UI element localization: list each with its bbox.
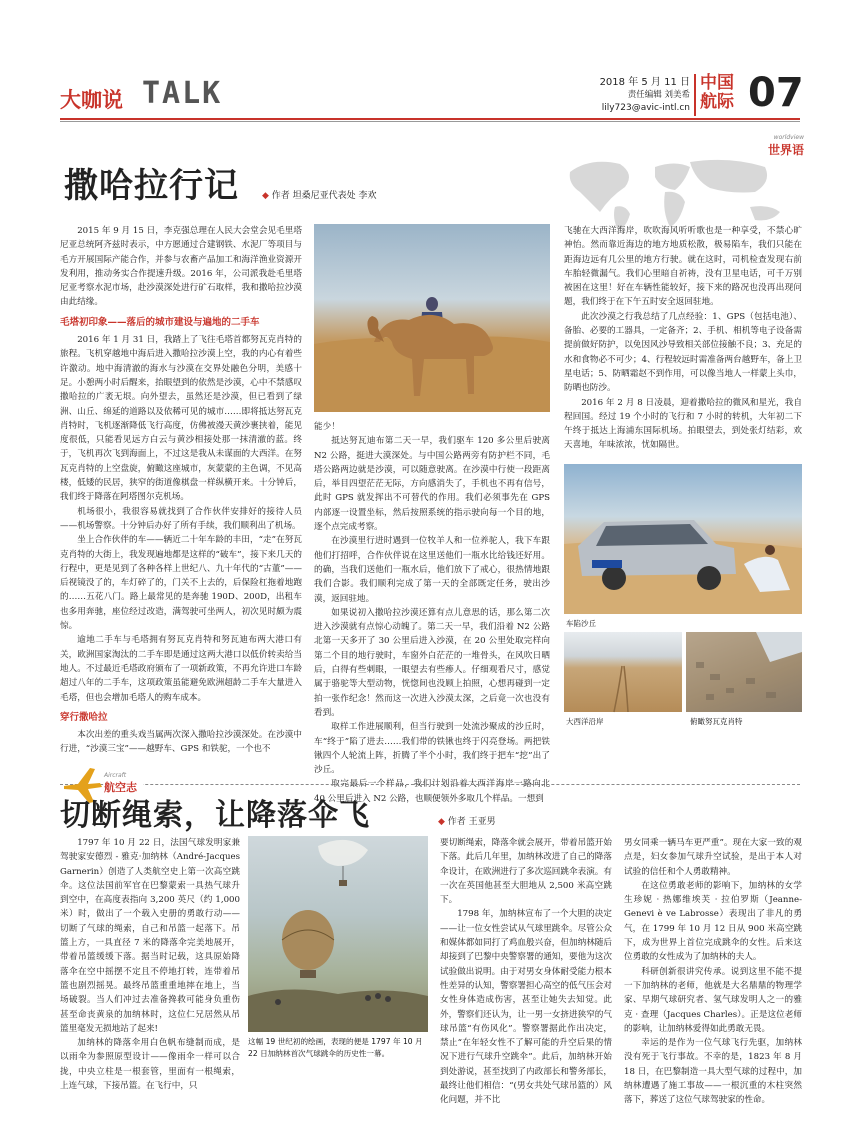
paragraph: 2016 年 1 月 31 日，我踏上了飞往毛塔首都努瓦克肖特的旅程。飞机穿越地中海后进入撒哈拉沙漠上空，我的内心有着些许激动。地中海清澈的海水与沙漠在交界处融色分明，美感十足。小憩两小时后醒来，抬眼望到的依然是沙漠，心中不禁感叹撒哈拉的广袤无垠。向外望去，虽然还是沙漠，但已看到了绿洲、山丘、绵延的道路以及依稀可见的城市……即将抵达努瓦克肖特时，飞机逐渐降低飞行高度，仿佛被漫天黄沙裹挟着，能见度很低，只能看见远方白云与黄沙相接处那一抹清澈的蓝。终于，飞机再次飞到海面上，不过这是我从未谋面的大西洋。在努瓦克肖特的上空盘旋，俯瞰这座城市，灰蒙蒙的主色调，不见高楼，低矮的民居，狭窄的街道像棋盘一样纵横开来。十分钟后，我们终于降落在阿塔图尔克机场。	[60, 335, 302, 503]
paragraph: 在沙漠里行进时遇到一位牧羊人和一位养驼人，我下车跟他们打招呼，合作伙伴说在这里送他们一瓶水比给钱还好用。的确，当我们送他们一瓶水后，他们放下了戒心，很热情地跟我们合影。我们顺利完成了第一天的全部既定任务，驶出沙漠，返回驻地。	[314, 536, 550, 604]
paragraph: 此次沙漠之行我总结了几点经验：1、GPS（包括电池）、备胎、必要的工器具，一定备齐；2、手机、相机等电子设备需提前做好防护，以免因风沙导致相关部位接触不良；3、充足的水和食物必不可少；4、行程较远时需准备两台越野车，备上卫星电话；5、防晒霜赵不到作用，可以像当地人一样蒙上头巾，防晒也防沙。	[564, 311, 802, 394]
column-title: 大咖说	[60, 88, 123, 112]
paragraph: 1797 年 10 月 22 日，法国气球发明家兼驾驶家安德烈 - 雅克·加纳林（André-Jacques Garnerin）创造了人类航空史上第一次高空跳伞。这位法国前军官在巴黎蒙索一具热气球升到空中，在高度表指向 3,200 英尺（约 1,000 米）时，做出了一个载入史册的勇敢行动——切断了气球的绳索，自己和吊篮一起落下。吊篮上方，一具直径 7 米的降落伞完美地展开，带着吊篮缓缓下落。据当时记载，这具原始降落伞在空中摇摆不定且不停地打转，连带着吊篮也剧烈摇晃。最终吊篮重重地摔在地上，当场破裂。当人们冲过去准备搀救可能身负重伤甚至命丧黄泉的加纳林时，这位仁兄居然从吊篮里毫发无损地站了起来!	[60, 838, 240, 1034]
article1-intro: 2015 年 9 月 15 日，李克强总理在人民大会堂会见毛里塔尼亚总统阿齐兹时表示，中方愿通过合建钢铁、水泥厂等项目与毛方开展国际产能合作，并参与农畜产品加工和海洋渔业资源开发利用，推动务实合作提速升级。2016 年，公司派我赴毛里塔尼亚考察水泥市场，赴沙漠深处进行矿石取样，我和撒哈拉沙漠由此结缘。	[60, 226, 302, 308]
car-photo	[564, 464, 802, 614]
paragraph: 2016 年 2 月 8 日凌晨，迎着撒哈拉的微风和星光，我自程回国。经过 19 个小时的飞行和 7 小时的转机，大年初二下午终于抵达上海浦东国际机场。拍眼望去，到处张灯结彩，欢天喜地，年味浓浓，忧如隔世。	[564, 397, 802, 451]
paragraph: 机场很小，我很容易就找到了合作伙伴安排好的接待人员——机场警察。十分钟后办好了所有手续，我们顺利出了机场。	[60, 506, 302, 531]
paragraph: 如果说初入撒哈拉沙漠还算有点儿意思的话，那么第二次进入沙漠就有点惊心动魄了。第二天一早，我们沿着 N2 公路北第一天多开了 30 公里后进入沙漠，在 20 公里处取完样向第二个目的地行驶时，车窗外白茫茫的一堆骨头，在风吹日晒后，白得有些刺眼，一眼望去有些瘆人。仔细观看尺寸，感觉属于骆驼等大型动物，恍惚间也没顾上拍照，心想再碰到一定拍一张作纪念！然而这一次进入沙漠太深，之后竟一次也没有看到。	[314, 607, 550, 718]
aircraft-badge-label: 航空志	[104, 781, 137, 794]
header-rule	[60, 121, 800, 122]
coast-caption: 大西洋沿岸	[566, 717, 604, 726]
article2-title: 切断绳索，让降落伞飞	[60, 798, 370, 833]
car-caption: 车陷沙丘	[566, 619, 596, 628]
article1-byline: ◆ 作者 坦桑尼亚代表处 李欢	[262, 191, 377, 201]
article1-col3	[564, 224, 802, 464]
section-divider	[60, 784, 800, 785]
worldview-badge	[744, 134, 804, 158]
editor-credit: 责任编辑 刘美希	[627, 90, 690, 100]
article1-col1	[60, 224, 302, 759]
page-number: 07	[748, 70, 804, 116]
paragraph: 在这位勇敢老师的影响下，加纳林的女学生珍妮 · 热娜维埃芙 · 拉伯罗斯（Jeanne-Genevi è ve Labrosse）表现出了非凡的勇气，在 1799 年 10 月 12 日从 900 米高空跳下，成为世界上首位完成跳伞的女性。后来这位勇敢的女性成为了加纳林的夫人。	[624, 880, 802, 963]
column-title-en: TALK	[142, 76, 223, 111]
city-caption: 俯瞰努瓦克肖特	[690, 717, 743, 726]
paragraph: 幸运的是作为一位气球飞行先驱，加纳林没有死于飞行事故。不幸的是，1823 年 8 月 18 日，在巴黎制造一具大型气球的过程中，加纳林遭遇了施工事故——一根沉重的木柱突然落下，葬送了这位气球驾驶家的性命。	[624, 1038, 802, 1106]
paragraph: 加纳林的降落伞用白色帆布缝制而成，是以雨伞为参照原型设计——像雨伞一样可以合拢，中央立柱是一根套管，里面有一根绳索，上连气球，下接吊篮。在飞行中，只	[60, 1038, 240, 1092]
worldview-badge-label: 世界语	[767, 143, 804, 157]
header-info	[580, 76, 690, 115]
article2-col2	[440, 836, 612, 1106]
article1-subhead2: 穿行撒哈拉	[60, 711, 108, 723]
header-rule-red	[60, 118, 800, 120]
editor-email: lily723@avic-intl.cn	[601, 103, 690, 113]
paragraph: 本次出差的重头戏当属两次深入撒哈拉沙漠深处。在沙漠中行进，“沙漠三宝”——越野车、GPS 和铁驼，一个也不	[60, 730, 302, 755]
article2-byline: ◆ 作者 王亚男	[438, 817, 496, 827]
byline-marker: ◆	[262, 191, 272, 201]
paragraph: 取样工作进展顺利，但当行驶到一处流沙聚成的沙丘时，车“终于”陷了进去……我们带的铁锹也终于闪亮登场。两把铁锹四个人轮流上阵，折腾了半个小时，我们终于把车“挖”出了沙丘。	[314, 722, 550, 776]
paragraph: 逾地二手车与毛塔拥有努瓦克肖特和努瓦迪布两大港口有关，欧洲国家淘汰的二手车即是通过这两大港口以低价转卖给当地人。不过最近毛塔政府颁布了一项新政策，不再允许进口车龄超过八年的二手车，这项政策虽能避免欧洲超龄二手车大量进入毛塔，但也会增加毛塔人的购车成本。	[60, 635, 302, 703]
issue-date: 2018 年 5 月 11 日	[599, 77, 690, 88]
article1-col2	[314, 420, 550, 804]
aircraft-badge-small: Aircraft	[104, 772, 127, 779]
paragraph: 要切断绳索，降落伞就会展开，带着吊篮开始下落。此后几年里，加纳林改进了自己的降落伞设计，在欧洲进行了多次巡回跳伞表演。有一次在英国他甚至大胆地从 2,500 米高空跳下。	[440, 838, 612, 906]
city-photo	[686, 632, 802, 712]
painting-caption: 这幅 19 世纪初的绘画，表现的便是 1797 年 10 月 22 日加纳林首次气球跳伞的历史性一幕。	[248, 1037, 423, 1058]
paragraph: 取完最后一个样品，我们计划沿着大西洋海岸一路向北 40 公里后进入 N2 公路，也顺便领外多取几个样品。一想到	[314, 779, 550, 804]
paragraph: 科研创新很讲究传承。说到这里不能不提一下加纳林的老师，他就是大名鼎鼎的物理学家、早期气球研究者、氢气球发明人之一的雅克 · 查理（Jacques Charles）。正是这位老师的影响，让加纳林爱得如此勇敢无畏。	[624, 966, 802, 1034]
balloon-painting	[248, 836, 428, 1032]
article1-title: 撒哈拉行记	[64, 166, 239, 206]
worldview-badge-small: worldview	[773, 134, 804, 141]
camel-photo	[314, 224, 550, 412]
article2-col1	[60, 836, 240, 1092]
paragraph: 抵达努瓦迪布第二天一早，我们驱车 120 多公里后驶离 N2 公路，挺进大漠深处。与中国公路两旁有防护栏不同，毛塔公路两边就是沙漠，可以随意驶离。在沙漠中行使一段距离后，举目四望茫茫无际，方向感消失了，手机也不再有信号，此时 GPS 就发挥出不可替代的作用。我们必须事先在 GPS 内部逐一设置坐标，然后按照系统的指示驶向每一个目的地，逐个点完成考察。	[314, 436, 550, 533]
paragraph: 能少！	[314, 422, 340, 432]
coast-photo	[564, 632, 682, 712]
article2-col3	[624, 836, 802, 1106]
article1-subhead1: 毛塔初印象——落后的城市建设与遍地的二手车	[60, 316, 260, 328]
byline-marker: ◆	[438, 817, 448, 827]
brand-logo: 中国 航际	[694, 74, 746, 116]
paragraph: 飞驰在大西洋海岸，吹吹海风听听歌也是一种享受，不禁心旷神怡。然而靠近海边的地方地质松散，极易陷车，我们只能在距海边远有几公里的地方行驶。就在这时，司机检查发现右前车胎轻微漏气。我们心里暗自祈祷，没有卫星电话，可千万别被困在这里！好在车辆性能较好，接下来的路况也没再出现问题，我们终于在下午五时安全返回驻地。	[564, 226, 802, 308]
world-map-decoration	[560, 152, 800, 232]
paragraph: 男女同乘一辆马车更严重”。现在大家一致的观点是，妇女参加气球升空试验，是出于本人对试验的信任和个人勇敢精神。	[624, 838, 802, 877]
paragraph: 坐上合作伙伴的车——辆近二十年车龄的丰田，“走”在努瓦克肖特的大街上，我发现遍地都是这样的“破车”，接下来几天的行程中，更是见到了各种各样上世纪八、九十年代的“古董”——后视镜没了的，车灯碎了的，门关不上去的，后保险杠拖着地跑的……五花八门。路上最常见的是奔驰 190D、200D，出租车也多用奔驰，座位经过改造，满驾驶可坐两人，初次见时颇为震惊。	[60, 535, 302, 632]
paragraph: 1798 年，加纳林宣布了一个大胆的决定——让一位女性尝试从气球里跳伞。尽管公众和媒体都如同打了鸡血般兴奋，但加纳林随后却接到了巴黎中央警察署的通知，要他为这次试验做出说明。由于对男女身体耐受能力根本性差异的认知，警察署担心高空的低气压会对女性身体造成伤害，甚至让她失去知觉。此外，警察们还认为，让一男一女挤进狭窄的气球吊篮“有伤风化”。警察署据此作出决定，禁止“在年轻女性不了解可能的升空后果的情况下进行气球升空跳伞”。此后，加纳林开始到处游说，甚至找到了内政部长和警务部长，最终让他们相信：“(男女共处气球吊篮的）风化问题，并不比	[440, 909, 612, 1106]
